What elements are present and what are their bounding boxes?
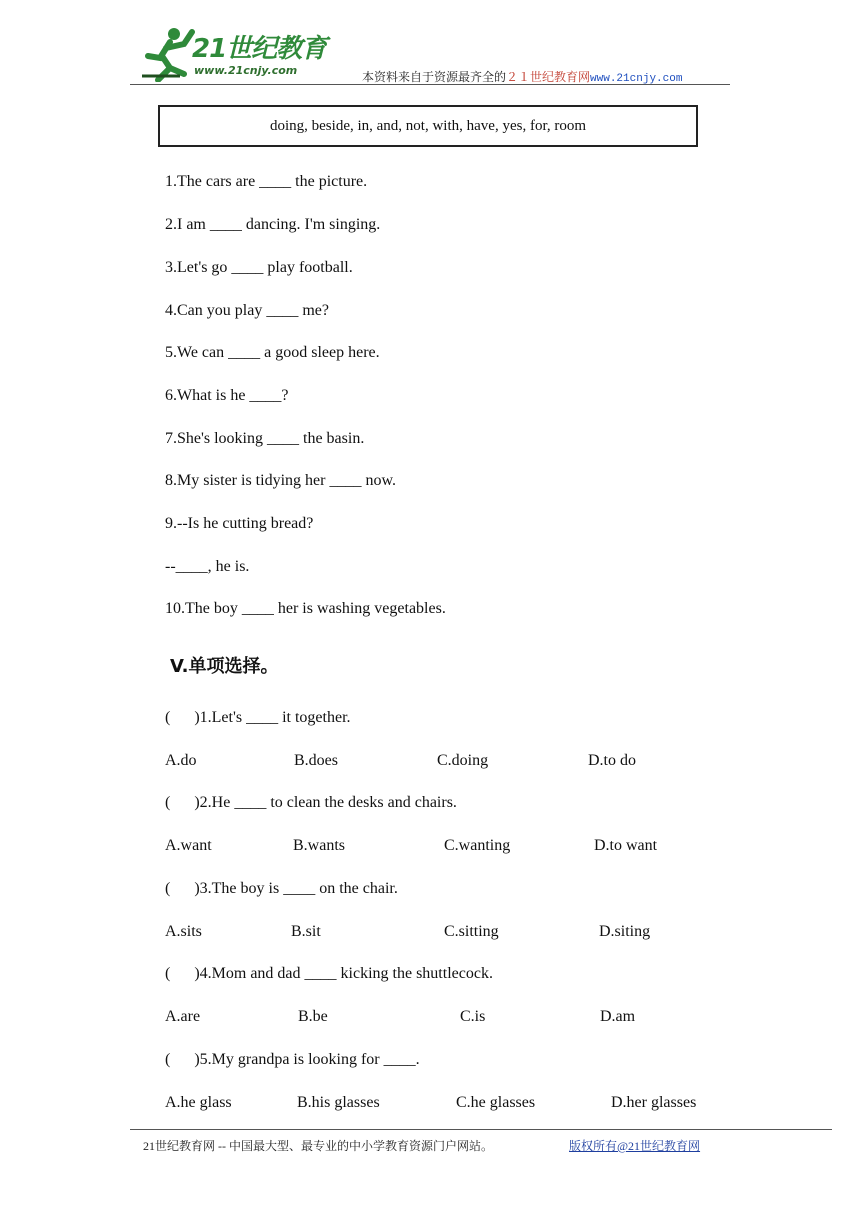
- mc-4-option-a: A.are: [165, 1008, 201, 1025]
- blank-question-4: 4.Can you play ____ me?: [165, 302, 329, 319]
- mc-1-option-b: B.does: [294, 752, 338, 769]
- mc-1-option-c: C.doing: [437, 752, 489, 769]
- word-bank-box: [158, 105, 698, 147]
- blank-question-9: 9.--Is he cutting bread?: [165, 515, 314, 532]
- mc-2-option-b: B.wants: [293, 837, 345, 854]
- blank-question-6: 6.What is he ____?: [165, 387, 289, 404]
- word-bank-text: doing, beside, in, and, not, with, have, yes, for, room: [269, 117, 586, 134]
- header-tagline: [362, 68, 682, 85]
- running-figure-icon: [140, 26, 200, 82]
- blank-question-3: 3.Let's go ____ play football.: [165, 259, 353, 276]
- section-title: V.单项选择。: [170, 656, 279, 677]
- mc-2-option-a: A.want: [165, 837, 212, 854]
- mc-5-option-a: A.he glass: [165, 1094, 232, 1111]
- tagline-url[interactable]: www.21cnjy.com: [590, 73, 683, 85]
- mc-4-option-c: C.is: [460, 1008, 486, 1025]
- footer-copyright-link[interactable]: 版权所有@21世纪教育网: [569, 1139, 701, 1153]
- blank-question-2: 2.I am ____ dancing. I'm singing.: [165, 216, 381, 233]
- site-logo: [140, 26, 340, 84]
- logo-text: 21世纪教育: [192, 34, 327, 64]
- mc-5-option-d: D.her glasses: [611, 1094, 697, 1111]
- mc-2-option-d: D.to want: [594, 837, 658, 854]
- mc-4-option-b: B.be: [298, 1008, 328, 1025]
- mc-3-option-d: D.siting: [599, 923, 651, 940]
- blank-question-9-answer: --____, he is.: [165, 558, 250, 575]
- mc-question-5: ( )5.My grandpa is looking for ____.: [165, 1051, 420, 1068]
- mc-question-1: ( )1.Let's ____ it together.: [165, 709, 351, 726]
- logo-url: www.21cnjy.com: [194, 64, 298, 77]
- blank-question-10: 10.The boy ____ her is washing vegetables.: [165, 600, 446, 617]
- blank-question-5: 5.We can ____ a good sleep here.: [165, 344, 380, 361]
- mc-question-4: ( )4.Mom and dad ____ kicking the shuttlecock.: [165, 965, 493, 982]
- mc-question-3: ( )3.The boy is ____ on the chair.: [165, 880, 398, 897]
- mc-question-2: ( )2.He ____ to clean the desks and chairs.: [165, 794, 457, 811]
- footer-divider: [130, 1129, 832, 1130]
- mc-5-option-c: C.he glasses: [456, 1094, 536, 1111]
- mc-3-option-a: A.sits: [165, 923, 202, 940]
- blank-question-8: 8.My sister is tidying her ____ now.: [165, 472, 396, 489]
- mc-2-option-c: C.wanting: [444, 837, 511, 854]
- mc-3-option-b: B.sit: [291, 923, 321, 940]
- mc-1-option-a: A.do: [165, 752, 197, 769]
- tagline-site-name: ２１世纪教育网: [506, 70, 591, 84]
- blank-question-1: 1.The cars are ____ the picture.: [165, 173, 368, 190]
- header-divider: [130, 84, 730, 85]
- mc-5-option-b: B.his glasses: [297, 1094, 380, 1111]
- tagline-prefix: 本资料来自于资源最齐全的: [362, 70, 507, 84]
- blank-question-7: 7.She's looking ____ the basin.: [165, 430, 365, 447]
- mc-4-option-d: D.am: [600, 1008, 636, 1025]
- mc-1-option-d: D.to do: [588, 752, 636, 769]
- mc-3-option-c: C.sitting: [444, 923, 499, 940]
- footer-text: 21世纪教育网 -- 中国最大型、最专业的中小学教育资源门户网站。: [143, 1139, 493, 1153]
